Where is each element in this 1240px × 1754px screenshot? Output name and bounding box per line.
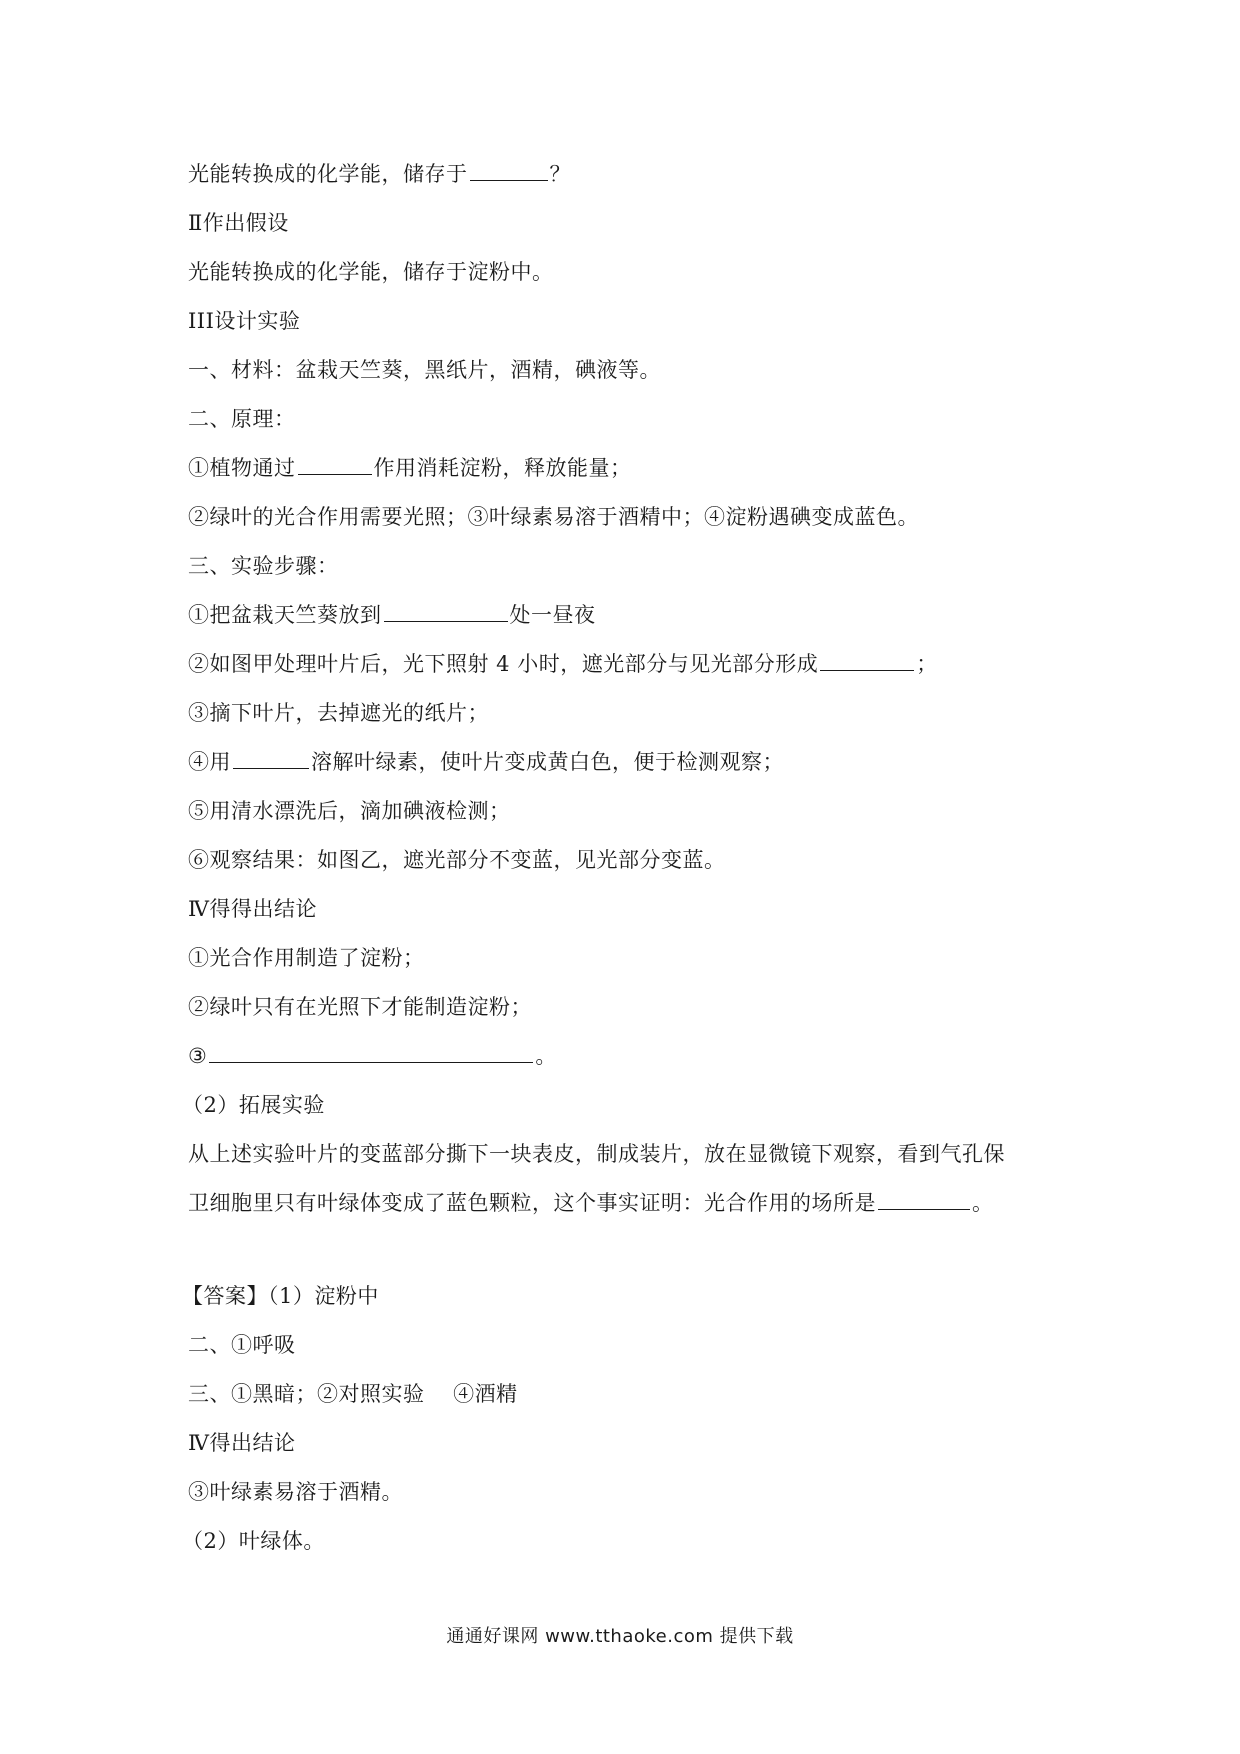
line-text: 光能转换成的化学能，储存于	[188, 162, 468, 186]
answer-text: 三、①黑暗；②对照实验 ④酒精	[188, 1382, 518, 1406]
question-line	[188, 454, 632, 482]
answer-text: 二、①呼吸	[188, 1333, 296, 1357]
section-heading: III设计实验	[188, 309, 301, 333]
materials-text: 一、材料：盆栽天竺葵，黑纸片，酒精，碘液等。	[188, 358, 661, 382]
extension-text: 从上述实验叶片的变蓝部分撕下一块表皮，制成装片，放在显微镜下观察，看到气孔保	[188, 1142, 1005, 1166]
line-text: ④用	[188, 750, 231, 774]
answer-text: （2）叶绿体。	[182, 1529, 325, 1553]
steps-heading: 三、实验步骤：	[188, 554, 339, 578]
step-text: ③摘下叶片，去掉遮光的纸片；	[188, 701, 489, 725]
line-text: 。	[972, 1191, 994, 1215]
hypothesis-text: 光能转换成的化学能，储存于淀粉中。	[188, 260, 554, 284]
line-text: 卫细胞里只有叶绿体变成了蓝色颗粒，这个事实证明：光合作用的场所是	[188, 1191, 876, 1215]
extension-heading: （2）拓展实验	[182, 1093, 325, 1117]
answer-text: ③叶绿素易溶于酒精。	[188, 1480, 403, 1504]
conclusion-text: ①光合作用制造了淀粉；	[188, 946, 425, 970]
question-line	[188, 1042, 557, 1070]
question-line	[188, 160, 571, 188]
answer-heading: 【答案】（1）淀粉中	[182, 1284, 379, 1308]
fill-blank	[209, 1042, 533, 1063]
fill-blank	[233, 748, 309, 769]
step-text: ⑥观察结果：如图乙，遮光部分不变蓝，见光部分变蓝。	[188, 848, 726, 872]
answer-text: Ⅳ得出结论	[188, 1431, 296, 1455]
line-text: 溶解叶绿素，使叶片变成黄白色，便于检测观察；	[311, 750, 784, 774]
section-heading: Ⅱ作出假设	[188, 211, 289, 235]
principle-text: ②绿叶的光合作用需要光照；③叶绿素易溶于酒精中；④淀粉遇碘变成蓝色。	[188, 505, 919, 529]
step-text: ⑤用清水漂洗后，滴加碘液检测；	[188, 799, 511, 823]
page-footer: 通通好课网 www.tthaoke.com 提供下载	[446, 1626, 794, 1647]
line-text: ①把盆栽天竺葵放到	[188, 603, 382, 627]
fill-blank	[298, 454, 372, 475]
fill-blank	[820, 650, 914, 671]
fill-blank	[470, 160, 548, 181]
line-text: ？	[549, 162, 571, 186]
conclusion-text: ②绿叶只有在光照下才能制造淀粉；	[188, 995, 532, 1019]
fill-blank	[878, 1189, 970, 1210]
line-text: ；	[916, 652, 938, 676]
line-text: ②如图甲处理叶片后，光下照射 4 小时，遮光部分与见光部分形成	[188, 652, 819, 676]
line-text: 处一昼夜	[509, 603, 596, 627]
line-text: ①植物通过	[188, 456, 296, 480]
section-heading: Ⅳ得得出结论	[188, 897, 317, 921]
principle-heading: 二、原理：	[188, 407, 296, 431]
fill-blank	[384, 601, 508, 622]
question-line	[188, 748, 784, 776]
question-line	[188, 1189, 994, 1217]
line-text: ③	[188, 1044, 208, 1068]
line-text: 作用消耗淀粉，释放能量；	[373, 456, 632, 480]
line-text: 。	[535, 1044, 557, 1068]
question-line	[188, 601, 596, 629]
question-line	[188, 650, 938, 678]
